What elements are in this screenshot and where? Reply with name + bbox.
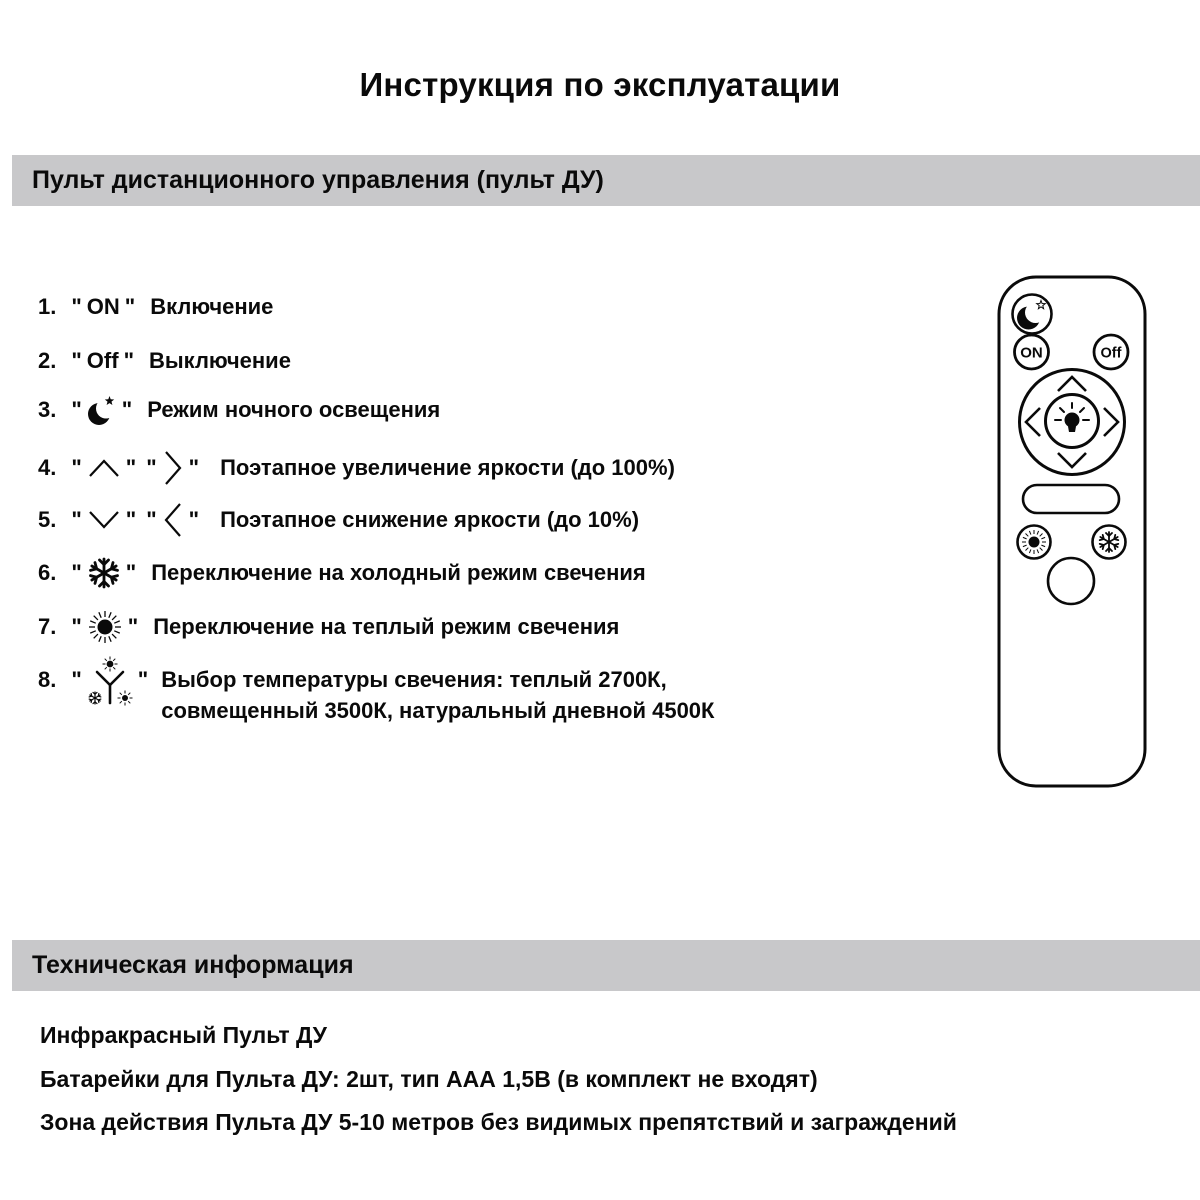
quote-mark: ": [121, 397, 133, 422]
section-header-remote: [12, 155, 1200, 206]
quote-mark: ": [71, 455, 82, 480]
quote-mark: ": [127, 614, 139, 639]
item-text: [161, 664, 714, 726]
sun-icon: [87, 609, 123, 645]
chevron-down-icon: [87, 509, 121, 531]
quote-mark: ": [125, 507, 137, 532]
chevron-up-icon: [87, 457, 121, 479]
page-title: Инструкция по эксплуатации: [359, 66, 841, 103]
quote-mark: ": [125, 560, 137, 585]
item-text: Выключение: [149, 348, 291, 373]
list-item-6: [38, 551, 646, 595]
list-item-8: [38, 660, 714, 726]
item-number: 8.: [38, 667, 57, 692]
list-item-7: [38, 605, 619, 649]
item-number: 3.: [38, 397, 57, 422]
item-text: Поэтапное увеличение яркости (до 100%): [220, 455, 675, 480]
crescent-moon-star-icon: [87, 393, 117, 427]
item-text: Переключение на теплый режим свечения: [153, 614, 620, 639]
quote-mark: ": [71, 560, 82, 585]
tech-info-line-3: Зона действия Пульта ДУ 5-10 метров без видимых препятствий и заграждений: [40, 1109, 957, 1135]
list-item-5: [38, 498, 639, 542]
svg-text:ON: ON: [1020, 344, 1043, 362]
quote-mark: ": [146, 455, 157, 480]
warm-mode-button: [1018, 526, 1051, 559]
item-text-line2: совмещенный 3500К, натуральный дневной 4500К: [161, 698, 715, 723]
item-number: 1.: [38, 294, 57, 319]
item-number: 4.: [38, 455, 57, 480]
item-number: 5.: [38, 507, 57, 532]
tech-info-line-2: Батарейки для Пульта ДУ: 2шт, тип ААА 1,5В (в комплект не входят): [40, 1066, 818, 1092]
quote-mark: ": [71, 667, 82, 692]
list-item-2: [38, 339, 291, 383]
item-text: Поэтапное снижение яркости (до 10%): [220, 507, 640, 532]
chevron-right-icon: [162, 449, 184, 487]
section-header-tech: [12, 940, 1200, 991]
color-temperature-selector-icon: [87, 656, 133, 706]
section-header-remote-label: Пульт дистанционного управления (пульт ДУ): [32, 166, 604, 194]
list-item-1: [38, 285, 273, 329]
item-text: Переключение на холодный режим свечения: [151, 560, 646, 585]
quote-mark: ": [71, 294, 82, 319]
quote-mark: ": [71, 507, 82, 532]
item-text-line1: Выбор температуры свечения: теплый 2700К,: [161, 667, 667, 692]
button-name-off: Off: [86, 348, 119, 373]
quote-mark: ": [71, 397, 82, 422]
quote-mark: ": [123, 348, 134, 373]
chevron-left-icon: [162, 501, 184, 539]
button-name-on: ON: [86, 294, 120, 319]
quote-mark: ": [124, 294, 136, 319]
section-header-tech-label: Техническая информация: [32, 951, 354, 979]
tech-info-line-1: Инфракрасный Пульт ДУ: [40, 1022, 327, 1048]
item-number: 2.: [38, 348, 57, 373]
remote-control-illustration: [997, 275, 1147, 788]
snowflake-icon: [87, 556, 121, 590]
item-text: Режим ночного освещения: [147, 397, 441, 422]
quote-mark: ": [125, 455, 137, 480]
list-item-3: [38, 388, 440, 432]
list-item-4: [38, 446, 675, 490]
quote-mark: ": [146, 507, 157, 532]
quote-mark: ": [188, 455, 200, 480]
item-text: Включение: [150, 294, 274, 319]
item-number: 7.: [38, 614, 57, 639]
item-number: 6.: [38, 560, 57, 585]
quote-mark: ": [71, 348, 82, 373]
quote-mark: ": [71, 614, 82, 639]
quote-mark: ": [188, 507, 200, 532]
svg-text:Off: Off: [1100, 345, 1122, 362]
quote-mark: ": [137, 667, 149, 692]
